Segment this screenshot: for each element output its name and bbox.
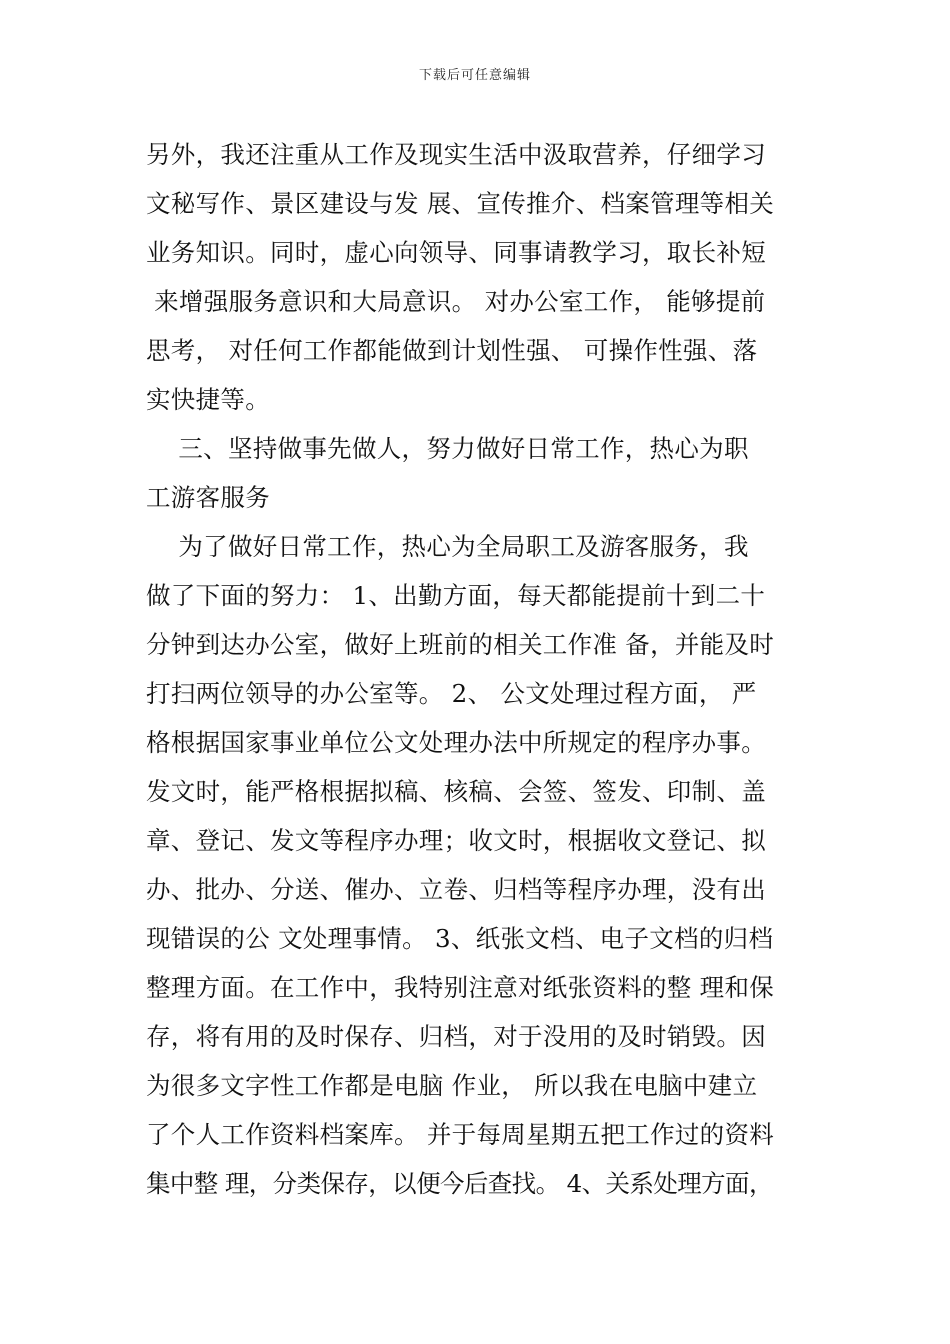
text-line: 做了下面的努力： 1、出勤方面，每天都能提前十到二十 xyxy=(146,581,766,610)
text-line: 了个人工作资料档案库。 并于每周星期五把工作过的资料 xyxy=(146,1120,775,1149)
text-line: 打扫两位领导的办公室等。 2、 公文处理过程方面， 严 xyxy=(146,679,757,708)
text-line: 格根据国家事业单位公文处理办法中所规定的程序办事。 xyxy=(146,728,766,757)
text-line: 整理方面。在工作中，我特别注意对纸张资料的整 理和保 xyxy=(146,973,775,1002)
text-line: 实快捷等。 xyxy=(146,385,270,414)
text-line: 为很多文字性工作都是电脑 作业， 所以我在电脑中建立 xyxy=(146,1071,758,1100)
section-heading-line: 工游客服务 xyxy=(146,483,270,512)
text-line: 为了做好日常工作，热心为全局职工及游客服务，我 xyxy=(146,532,749,561)
text-line: 集中整 理，分类保存，以便今后查找。 4、关系处理方面， xyxy=(146,1169,773,1198)
document-body xyxy=(146,130,826,1208)
text-line: 现错误的公 文处理事情。 3、纸张文档、电子文档的归档 xyxy=(146,924,774,953)
text-line: 办、批办、分送、催办、立卷、归档等程序办理，没有出 xyxy=(146,875,766,904)
section-heading-line: 三、坚持做事先做人，努力做好日常工作，热心为职 xyxy=(146,434,749,463)
page-header: 下载后可任意编辑 xyxy=(418,68,531,83)
text-line: 文秘写作、景区建设与发 展、宣传推介、档案管理等相关 xyxy=(146,189,775,218)
text-line: 业务知识。同时，虚心向领导、同事请教学习，取长补短 xyxy=(146,238,766,267)
text-line: 存，将有用的及时保存、归档，对于没用的及时销毁。因 xyxy=(146,1022,766,1051)
text-line: 另外，我还注重从工作及现实生活中汲取营养，仔细学习 xyxy=(146,140,766,169)
text-line: 发文时，能严格根据拟稿、核稿、会签、签发、印制、盖 xyxy=(146,777,766,806)
text-line: 章、登记、发文等程序办理；收文时，根据收文登记、拟 xyxy=(146,826,766,855)
text-line: 来增强服务意识和大局意识。 对办公室工作， 能够提前 xyxy=(146,287,766,316)
text-line: 思考， 对任何工作都能做到计划性强、 可操作性强、落 xyxy=(146,336,758,365)
text-line: 分钟到达办公室，做好上班前的相关工作准 备，并能及时 xyxy=(146,630,775,659)
